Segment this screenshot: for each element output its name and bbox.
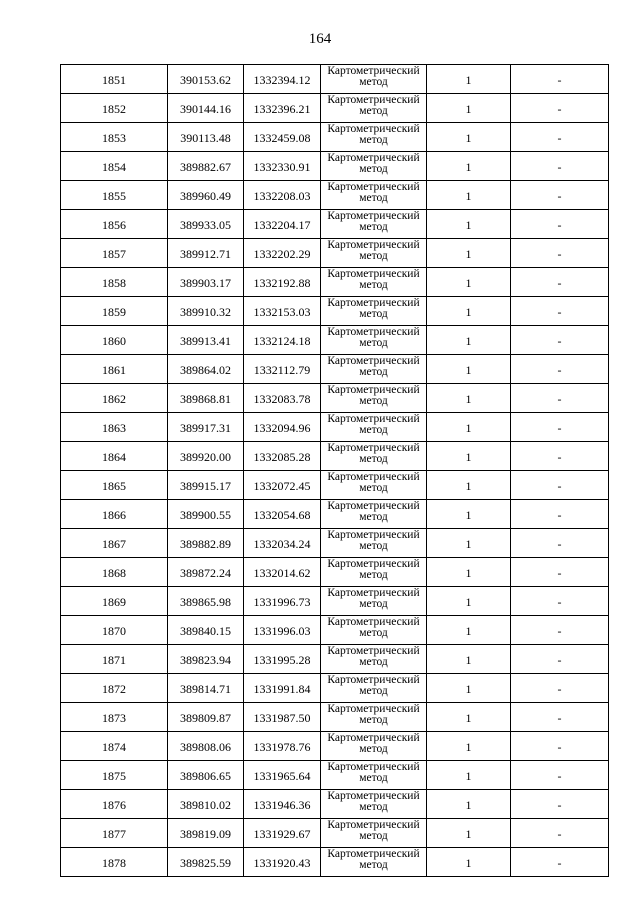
point-number-cell: 1875 <box>61 761 168 790</box>
table-row <box>61 558 609 587</box>
point-number-cell: 1855 <box>61 181 168 210</box>
table-row <box>61 268 609 297</box>
point-number-cell: 1873 <box>61 703 168 732</box>
y-coordinate-cell: 1331946.36 <box>244 790 321 819</box>
method-line-2: метод <box>359 192 388 204</box>
method-cell <box>321 790 427 819</box>
method-cell <box>321 674 427 703</box>
table-row <box>61 761 609 790</box>
method-line-1: Картометрический <box>327 413 420 425</box>
note-cell: - <box>511 790 609 819</box>
note-cell: - <box>511 819 609 848</box>
x-coordinate-cell: 390113.48 <box>168 123 244 152</box>
table-row <box>61 297 609 326</box>
accuracy-cell: 1 <box>427 123 511 152</box>
x-coordinate-cell: 389840.15 <box>168 616 244 645</box>
method-line-1: Картометрический <box>327 819 420 831</box>
accuracy-cell: 1 <box>427 587 511 616</box>
method-line-1: Картометрический <box>327 616 420 628</box>
method-line-2: метод <box>359 714 388 726</box>
method-cell <box>321 239 427 268</box>
accuracy-cell: 1 <box>427 152 511 181</box>
x-coordinate-cell: 389933.05 <box>168 210 244 239</box>
method-line-1: Картометрический <box>327 326 420 338</box>
table-row <box>61 819 609 848</box>
accuracy-cell: 1 <box>427 616 511 645</box>
y-coordinate-cell: 1331995.28 <box>244 645 321 674</box>
method-line-2: метод <box>359 366 388 378</box>
method-line-1: Картометрический <box>327 500 420 512</box>
method-line-1: Картометрический <box>327 674 420 686</box>
x-coordinate-cell: 389864.02 <box>168 355 244 384</box>
accuracy-cell: 1 <box>427 848 511 877</box>
y-coordinate-cell: 1331991.84 <box>244 674 321 703</box>
method-line-2: метод <box>359 308 388 320</box>
method-line-2: метод <box>359 743 388 755</box>
note-cell: - <box>511 152 609 181</box>
accuracy-cell: 1 <box>427 645 511 674</box>
accuracy-cell: 1 <box>427 790 511 819</box>
page-number: 164 <box>308 31 332 47</box>
accuracy-cell: 1 <box>427 65 511 94</box>
method-cell <box>321 645 427 674</box>
accuracy-cell: 1 <box>427 442 511 471</box>
table-row <box>61 94 609 123</box>
x-coordinate-cell: 389882.67 <box>168 152 244 181</box>
y-coordinate-cell: 1331929.67 <box>244 819 321 848</box>
method-cell <box>321 587 427 616</box>
method-line-1: Картометрический <box>327 355 420 367</box>
method-line-1: Картометрический <box>327 384 420 396</box>
accuracy-cell: 1 <box>427 819 511 848</box>
x-coordinate-cell: 389825.59 <box>168 848 244 877</box>
x-coordinate-cell: 389868.81 <box>168 384 244 413</box>
note-cell: - <box>511 210 609 239</box>
accuracy-cell: 1 <box>427 326 511 355</box>
method-line-2: метод <box>359 163 388 175</box>
table-row <box>61 442 609 471</box>
method-line-1: Картометрический <box>327 152 420 164</box>
method-cell <box>321 413 427 442</box>
note-cell: - <box>511 529 609 558</box>
table-row <box>61 645 609 674</box>
x-coordinate-cell: 389808.06 <box>168 732 244 761</box>
note-cell: - <box>511 123 609 152</box>
note-cell: - <box>511 645 609 674</box>
point-number-cell: 1871 <box>61 645 168 674</box>
method-cell <box>321 732 427 761</box>
y-coordinate-cell: 1332094.96 <box>244 413 321 442</box>
point-number-cell: 1856 <box>61 210 168 239</box>
method-cell <box>321 558 427 587</box>
method-cell <box>321 297 427 326</box>
point-number-cell: 1868 <box>61 558 168 587</box>
point-number-cell: 1859 <box>61 297 168 326</box>
point-number-cell: 1869 <box>61 587 168 616</box>
method-line-2: метод <box>359 424 388 436</box>
y-coordinate-cell: 1331965.64 <box>244 761 321 790</box>
method-line-2: метод <box>359 859 388 871</box>
x-coordinate-cell: 389917.31 <box>168 413 244 442</box>
accuracy-cell: 1 <box>427 239 511 268</box>
method-line-1: Картометрический <box>327 645 420 657</box>
note-cell: - <box>511 471 609 500</box>
x-coordinate-cell: 389806.65 <box>168 761 244 790</box>
note-cell: - <box>511 616 609 645</box>
point-number-cell: 1854 <box>61 152 168 181</box>
method-cell <box>321 210 427 239</box>
table-row <box>61 239 609 268</box>
method-cell <box>321 529 427 558</box>
note-cell: - <box>511 65 609 94</box>
y-coordinate-cell: 1332014.62 <box>244 558 321 587</box>
note-cell: - <box>511 558 609 587</box>
y-coordinate-cell: 1332208.03 <box>244 181 321 210</box>
method-line-1: Картометрический <box>327 790 420 802</box>
method-line-1: Картометрический <box>327 210 420 222</box>
x-coordinate-cell: 389810.02 <box>168 790 244 819</box>
table-row <box>61 413 609 442</box>
table-row <box>61 529 609 558</box>
method-line-1: Картометрический <box>327 268 420 280</box>
point-number-cell: 1872 <box>61 674 168 703</box>
method-line-2: метод <box>359 105 388 117</box>
x-coordinate-cell: 389915.17 <box>168 471 244 500</box>
table-row <box>61 703 609 732</box>
y-coordinate-cell: 1332112.79 <box>244 355 321 384</box>
table-row <box>61 384 609 413</box>
note-cell: - <box>511 94 609 123</box>
accuracy-cell: 1 <box>427 384 511 413</box>
coordinates-table <box>60 64 609 877</box>
x-coordinate-cell: 389903.17 <box>168 268 244 297</box>
method-cell <box>321 94 427 123</box>
table-row <box>61 210 609 239</box>
table-row <box>61 848 609 877</box>
note-cell: - <box>511 587 609 616</box>
y-coordinate-cell: 1332330.91 <box>244 152 321 181</box>
y-coordinate-cell: 1332394.12 <box>244 65 321 94</box>
accuracy-cell: 1 <box>427 297 511 326</box>
method-cell <box>321 761 427 790</box>
method-cell <box>321 152 427 181</box>
table-row <box>61 790 609 819</box>
method-line-1: Картометрический <box>327 471 420 483</box>
x-coordinate-cell: 389960.49 <box>168 181 244 210</box>
point-number-cell: 1867 <box>61 529 168 558</box>
method-line-1: Картометрический <box>327 94 420 106</box>
accuracy-cell: 1 <box>427 181 511 210</box>
y-coordinate-cell: 1332153.03 <box>244 297 321 326</box>
x-coordinate-cell: 389872.24 <box>168 558 244 587</box>
y-coordinate-cell: 1331996.73 <box>244 587 321 616</box>
note-cell: - <box>511 500 609 529</box>
method-line-2: метод <box>359 279 388 291</box>
method-line-1: Картометрический <box>327 529 420 541</box>
method-cell <box>321 616 427 645</box>
method-line-2: метод <box>359 569 388 581</box>
method-cell <box>321 500 427 529</box>
method-cell <box>321 703 427 732</box>
method-line-1: Картометрический <box>327 587 420 599</box>
method-cell <box>321 384 427 413</box>
method-line-1: Картометрический <box>327 761 420 773</box>
x-coordinate-cell: 390144.16 <box>168 94 244 123</box>
method-cell <box>321 123 427 152</box>
point-number-cell: 1878 <box>61 848 168 877</box>
y-coordinate-cell: 1331920.43 <box>244 848 321 877</box>
x-coordinate-cell: 389814.71 <box>168 674 244 703</box>
table-row <box>61 587 609 616</box>
method-line-1: Картометрический <box>327 65 420 77</box>
accuracy-cell: 1 <box>427 732 511 761</box>
x-coordinate-cell: 389882.89 <box>168 529 244 558</box>
table-row <box>61 152 609 181</box>
method-line-2: метод <box>359 598 388 610</box>
point-number-cell: 1874 <box>61 732 168 761</box>
point-number-cell: 1866 <box>61 500 168 529</box>
method-line-2: метод <box>359 627 388 639</box>
method-cell <box>321 181 427 210</box>
table-row <box>61 732 609 761</box>
y-coordinate-cell: 1332054.68 <box>244 500 321 529</box>
point-number-cell: 1860 <box>61 326 168 355</box>
note-cell: - <box>511 355 609 384</box>
accuracy-cell: 1 <box>427 761 511 790</box>
method-line-2: метод <box>359 453 388 465</box>
y-coordinate-cell: 1332083.78 <box>244 384 321 413</box>
point-number-cell: 1876 <box>61 790 168 819</box>
x-coordinate-cell: 389920.00 <box>168 442 244 471</box>
method-line-2: метод <box>359 830 388 842</box>
x-coordinate-cell: 389865.98 <box>168 587 244 616</box>
y-coordinate-cell: 1332459.08 <box>244 123 321 152</box>
accuracy-cell: 1 <box>427 558 511 587</box>
accuracy-cell: 1 <box>427 674 511 703</box>
note-cell: - <box>511 442 609 471</box>
y-coordinate-cell: 1331987.50 <box>244 703 321 732</box>
method-line-2: метод <box>359 540 388 552</box>
table-row <box>61 355 609 384</box>
note-cell: - <box>511 732 609 761</box>
x-coordinate-cell: 389910.32 <box>168 297 244 326</box>
y-coordinate-cell: 1332204.17 <box>244 210 321 239</box>
point-number-cell: 1861 <box>61 355 168 384</box>
method-line-1: Картометрический <box>327 181 420 193</box>
method-cell <box>321 65 427 94</box>
method-line-2: метод <box>359 685 388 697</box>
note-cell: - <box>511 239 609 268</box>
method-line-2: метод <box>359 801 388 813</box>
method-line-2: метод <box>359 656 388 668</box>
method-cell <box>321 471 427 500</box>
accuracy-cell: 1 <box>427 355 511 384</box>
x-coordinate-cell: 389823.94 <box>168 645 244 674</box>
note-cell: - <box>511 326 609 355</box>
note-cell: - <box>511 384 609 413</box>
x-coordinate-cell: 389913.41 <box>168 326 244 355</box>
point-number-cell: 1858 <box>61 268 168 297</box>
point-number-cell: 1853 <box>61 123 168 152</box>
y-coordinate-cell: 1332034.24 <box>244 529 321 558</box>
accuracy-cell: 1 <box>427 529 511 558</box>
method-cell <box>321 819 427 848</box>
method-line-2: метод <box>359 134 388 146</box>
point-number-cell: 1870 <box>61 616 168 645</box>
x-coordinate-cell: 389819.09 <box>168 819 244 848</box>
method-line-2: метод <box>359 337 388 349</box>
y-coordinate-cell: 1332085.28 <box>244 442 321 471</box>
accuracy-cell: 1 <box>427 268 511 297</box>
table-row <box>61 616 609 645</box>
method-line-2: метод <box>359 511 388 523</box>
method-line-1: Картометрический <box>327 848 420 860</box>
y-coordinate-cell: 1332124.18 <box>244 326 321 355</box>
method-line-1: Картометрический <box>327 558 420 570</box>
accuracy-cell: 1 <box>427 703 511 732</box>
method-cell <box>321 268 427 297</box>
note-cell: - <box>511 413 609 442</box>
method-line-2: метод <box>359 221 388 233</box>
method-line-2: метод <box>359 482 388 494</box>
note-cell: - <box>511 761 609 790</box>
point-number-cell: 1877 <box>61 819 168 848</box>
note-cell: - <box>511 848 609 877</box>
method-cell <box>321 326 427 355</box>
table-row <box>61 326 609 355</box>
y-coordinate-cell: 1332192.88 <box>244 268 321 297</box>
table-row <box>61 500 609 529</box>
accuracy-cell: 1 <box>427 471 511 500</box>
note-cell: - <box>511 703 609 732</box>
method-line-1: Картометрический <box>327 123 420 135</box>
table-row <box>61 181 609 210</box>
note-cell: - <box>511 268 609 297</box>
accuracy-cell: 1 <box>427 210 511 239</box>
accuracy-cell: 1 <box>427 500 511 529</box>
y-coordinate-cell: 1332396.21 <box>244 94 321 123</box>
method-cell <box>321 355 427 384</box>
point-number-cell: 1851 <box>61 65 168 94</box>
note-cell: - <box>511 297 609 326</box>
method-line-2: метод <box>359 250 388 262</box>
x-coordinate-cell: 389912.71 <box>168 239 244 268</box>
method-line-1: Картометрический <box>327 442 420 454</box>
x-coordinate-cell: 389809.87 <box>168 703 244 732</box>
table-row <box>61 123 609 152</box>
x-coordinate-cell: 389900.55 <box>168 500 244 529</box>
point-number-cell: 1864 <box>61 442 168 471</box>
y-coordinate-cell: 1332072.45 <box>244 471 321 500</box>
y-coordinate-cell: 1331996.03 <box>244 616 321 645</box>
coordinates-table-body <box>61 65 609 877</box>
accuracy-cell: 1 <box>427 413 511 442</box>
method-line-1: Картометрический <box>327 732 420 744</box>
method-line-1: Картометрический <box>327 703 420 715</box>
point-number-cell: 1857 <box>61 239 168 268</box>
x-coordinate-cell: 390153.62 <box>168 65 244 94</box>
method-line-2: метод <box>359 772 388 784</box>
note-cell: - <box>511 181 609 210</box>
table-row <box>61 674 609 703</box>
method-cell <box>321 848 427 877</box>
y-coordinate-cell: 1331978.76 <box>244 732 321 761</box>
point-number-cell: 1865 <box>61 471 168 500</box>
point-number-cell: 1852 <box>61 94 168 123</box>
method-cell <box>321 442 427 471</box>
note-cell: - <box>511 674 609 703</box>
y-coordinate-cell: 1332202.29 <box>244 239 321 268</box>
table-row <box>61 65 609 94</box>
accuracy-cell: 1 <box>427 94 511 123</box>
point-number-cell: 1863 <box>61 413 168 442</box>
method-line-1: Картометрический <box>327 239 420 251</box>
table-row <box>61 471 609 500</box>
method-line-2: метод <box>359 76 388 88</box>
method-line-1: Картометрический <box>327 297 420 309</box>
method-line-2: метод <box>359 395 388 407</box>
point-number-cell: 1862 <box>61 384 168 413</box>
